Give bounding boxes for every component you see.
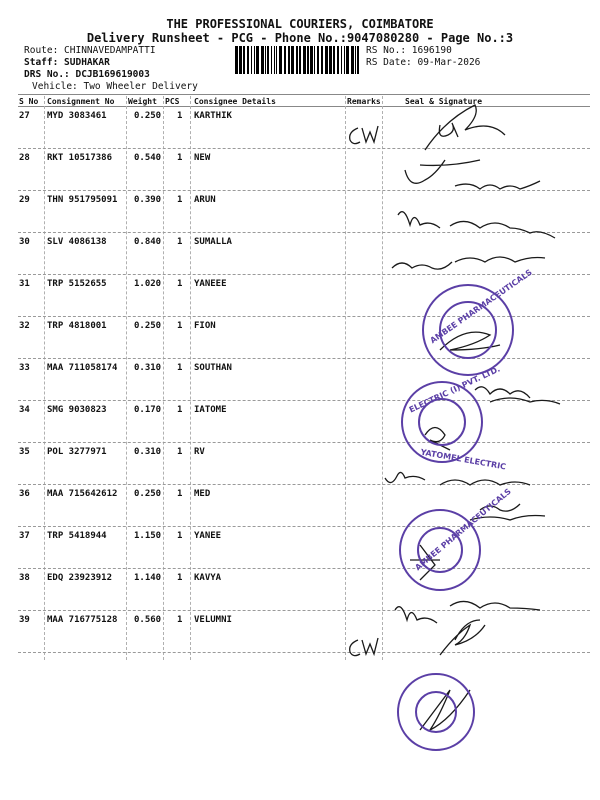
cell-pcs: 1 — [177, 321, 183, 331]
cell-consignment: EDQ 23923912 — [47, 573, 113, 583]
cell-consignment: POL 3277971 — [47, 447, 107, 457]
cell-weight: 0.540 — [134, 153, 162, 163]
stamp-text: ELECTRIC (I) PVT. LTD. — [407, 364, 502, 415]
cell-consignee: VELUMNI — [194, 615, 232, 625]
cell-weight: 0.840 — [134, 237, 162, 247]
cell-sno: 36 — [19, 489, 30, 499]
cell-sno: 29 — [19, 195, 30, 205]
cell-consignee: RV — [194, 447, 205, 457]
col-seal-signature: Seal & Signature — [405, 97, 483, 106]
cell-consignee: IATOME — [194, 405, 227, 415]
cell-consignment: MYD 3083461 — [47, 111, 107, 121]
cell-consignment: TRP 5152655 — [47, 279, 107, 289]
cell-consignee: ARUN — [194, 195, 216, 205]
cell-consignment: SLV 4086138 — [47, 237, 107, 247]
cell-sno: 30 — [19, 237, 30, 247]
cell-consignment: MAA 715642612 — [47, 489, 118, 499]
cell-weight: 0.170 — [134, 405, 162, 415]
cell-weight: 0.310 — [134, 363, 162, 373]
company-title: THE PROFESSIONAL COURIERS, COIMBATORE — [166, 17, 434, 31]
cell-consignment: MAA 716775128 — [47, 615, 118, 625]
cell-pcs: 1 — [177, 489, 183, 499]
cell-weight: 1.020 — [134, 279, 162, 289]
cell-consignee: SOUTHAN — [194, 363, 232, 373]
cell-weight: 0.310 — [134, 447, 162, 457]
rs-number: RS No.: 1696190 — [366, 45, 452, 56]
cell-pcs: 1 — [177, 363, 183, 373]
cell-weight: 1.150 — [134, 531, 162, 541]
cell-sno: 31 — [19, 279, 30, 289]
cell-pcs: 1 — [177, 447, 183, 457]
runsheet-subtitle: Delivery Runsheet - PCG - Phone No.:9047080280 - Page No.:3 — [86, 31, 514, 45]
cell-consignee: NEW — [194, 153, 211, 163]
cell-weight: 0.250 — [134, 111, 162, 121]
rs-date: RS Date: 09-Mar-2026 — [366, 57, 481, 68]
cell-pcs: 1 — [177, 573, 183, 583]
cell-consignee: MED — [194, 489, 211, 499]
cell-sno: 28 — [19, 153, 30, 163]
col-remarks: Remarks — [347, 97, 381, 106]
signature-strokes — [385, 105, 560, 730]
cell-consignee: FION — [194, 321, 216, 331]
col-sno: S No — [19, 97, 39, 106]
cell-weight: 0.250 — [134, 321, 162, 331]
col-consignee: Consignee Details — [194, 97, 276, 106]
cell-weight: 1.140 — [134, 573, 162, 583]
cell-consignment: THN 951795091 — [47, 195, 118, 205]
cell-sno: 37 — [19, 531, 30, 541]
stamp-text: YATOMEL ELECTRIC — [419, 447, 507, 472]
cell-sno: 35 — [19, 447, 30, 457]
vehicle-label: Vehicle: Two Wheeler Delivery — [32, 81, 198, 92]
col-weight: Weight — [128, 97, 157, 106]
cell-consignee: KARTHIK — [194, 111, 232, 121]
remark-handwriting — [350, 126, 378, 656]
cell-pcs: 1 — [177, 195, 183, 205]
staff-label: Staff: SUDHAKAR — [24, 57, 110, 68]
cell-sno: 32 — [19, 321, 30, 331]
cell-consignment: RKT 10517386 — [47, 153, 113, 163]
cell-consignee: KAVYA — [194, 573, 222, 583]
col-pcs: PCS — [165, 97, 180, 106]
cell-consignment: TRP 5418944 — [47, 531, 107, 541]
cell-weight: 0.250 — [134, 489, 162, 499]
cell-sno: 33 — [19, 363, 30, 373]
cell-sno: 38 — [19, 573, 30, 583]
drs-number: DRS No.: DCJB169619003 — [24, 69, 150, 80]
cell-pcs: 1 — [177, 153, 183, 163]
cell-weight: 0.560 — [134, 615, 162, 625]
cell-consignment: SMG 9030823 — [47, 405, 107, 415]
cell-weight: 0.390 — [134, 195, 162, 205]
cell-pcs: 1 — [177, 111, 183, 121]
stamp-icon — [398, 674, 474, 750]
cell-consignment: TRP 4818001 — [47, 321, 107, 331]
cell-pcs: 1 — [177, 405, 183, 415]
stamp-text: AMBEE PHARMACEUTICALS — [413, 486, 513, 573]
cell-pcs: 1 — [177, 615, 183, 625]
cell-sno: 39 — [19, 615, 30, 625]
cell-sno: 27 — [19, 111, 30, 121]
cell-sno: 34 — [19, 405, 30, 415]
route-label: Route: CHINNAVEDAMPATTI — [24, 45, 156, 56]
cell-consignee: YANEEE — [194, 279, 227, 289]
stamp-text: AMBEE PHARMACEUTICALS — [428, 267, 534, 346]
cell-pcs: 1 — [177, 279, 183, 289]
cell-pcs: 1 — [177, 531, 183, 541]
cell-consignee: YANEE — [194, 531, 222, 541]
cell-pcs: 1 — [177, 237, 183, 247]
col-consignment: Consignment No — [47, 97, 115, 106]
cell-consignee: SUMALLA — [194, 237, 232, 247]
cell-consignment: MAA 711058174 — [47, 363, 118, 373]
